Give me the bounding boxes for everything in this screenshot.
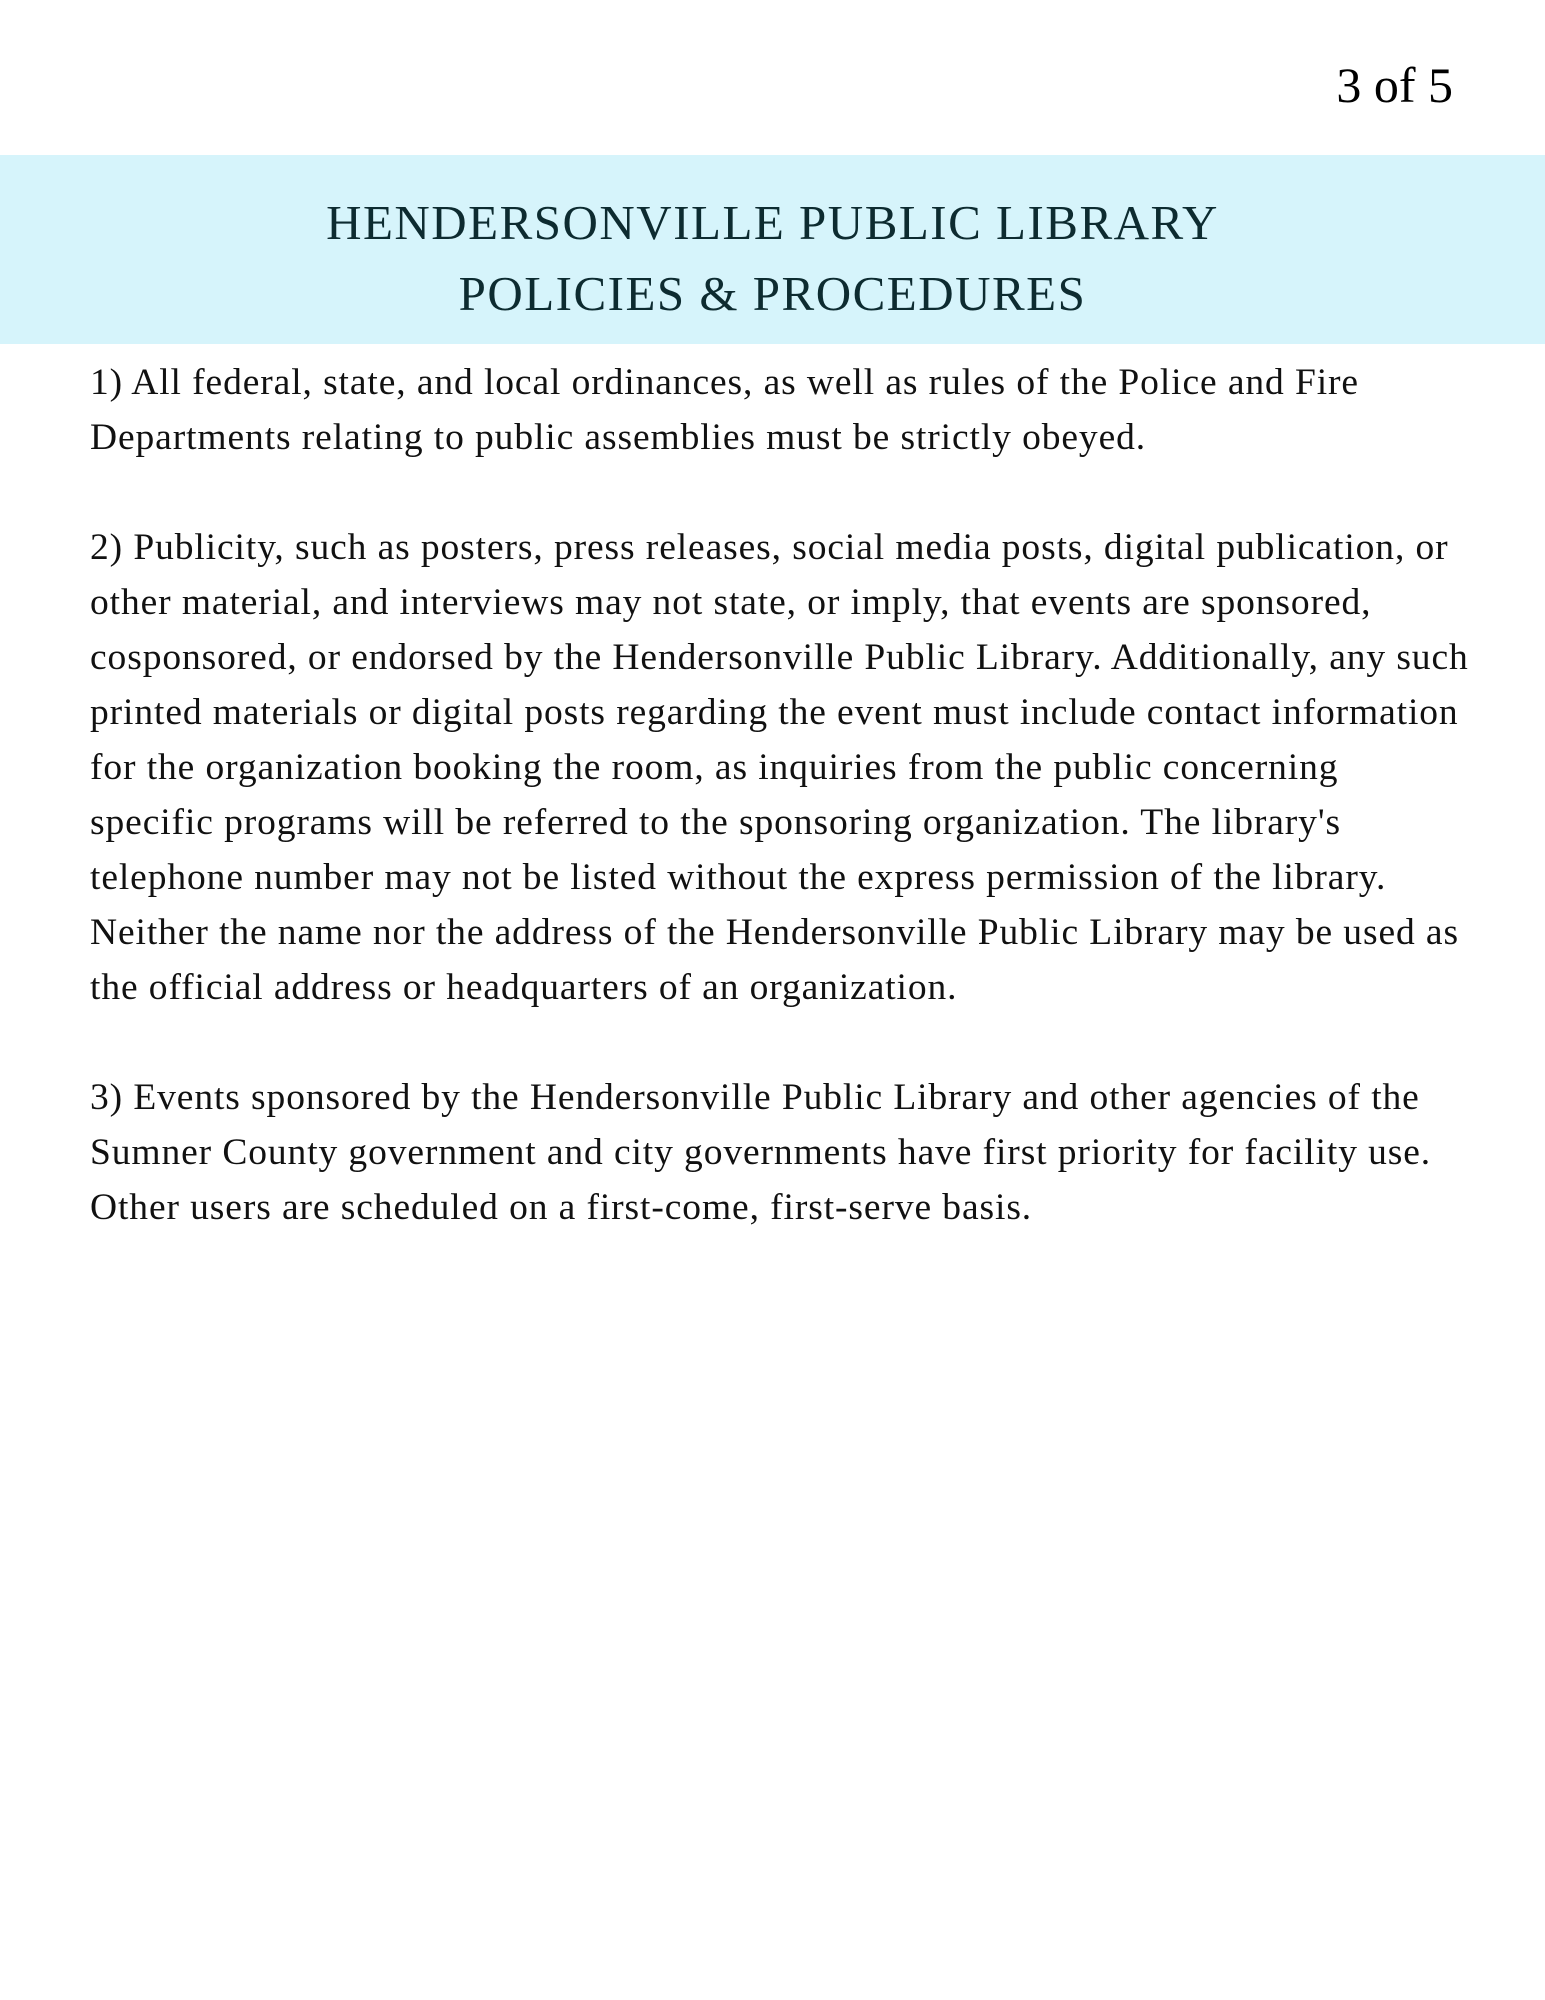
- document-title: HENDERSONVILLE PUBLIC LIBRARY: [326, 195, 1219, 250]
- page-number: 3 of 5: [1336, 57, 1453, 113]
- policy-list: [90, 355, 1470, 1235]
- policy-item-1: 1) All federal, state, and local ordinances, as well as rules of the Police and Fire Departments relating to public assemblies must be strictly obeyed.: [90, 362, 1359, 458]
- policy-item-3: 3) Events sponsored by the Hendersonville Public Library and other agencies of the Sumner County government and city governments have first priority for facility use. Other users are scheduled on a first-come, first-serve basis.: [90, 1077, 1432, 1228]
- document-subtitle: POLICIES & PROCEDURES: [458, 266, 1087, 321]
- title-banner: [0, 155, 1545, 344]
- policy-item-2: 2) Publicity, such as posters, press releases, social media posts, digital publication, or other material, and interviews may not state, or imply, that events are sponsored, cosponsored, or endorsed by the Hendersonville Public Library. Additionally, any such printed materials or digital posts regarding the event must include contact information for the organization booking the room, as inquiries from the public concerning specific programs will be referred to the sponsoring organization. The library's telephone number may not be listed without the express permission of the library. Neither the name nor the address of the Hendersonville Public Library may be used as the official address or headquarters of an organization.: [90, 527, 1469, 1008]
